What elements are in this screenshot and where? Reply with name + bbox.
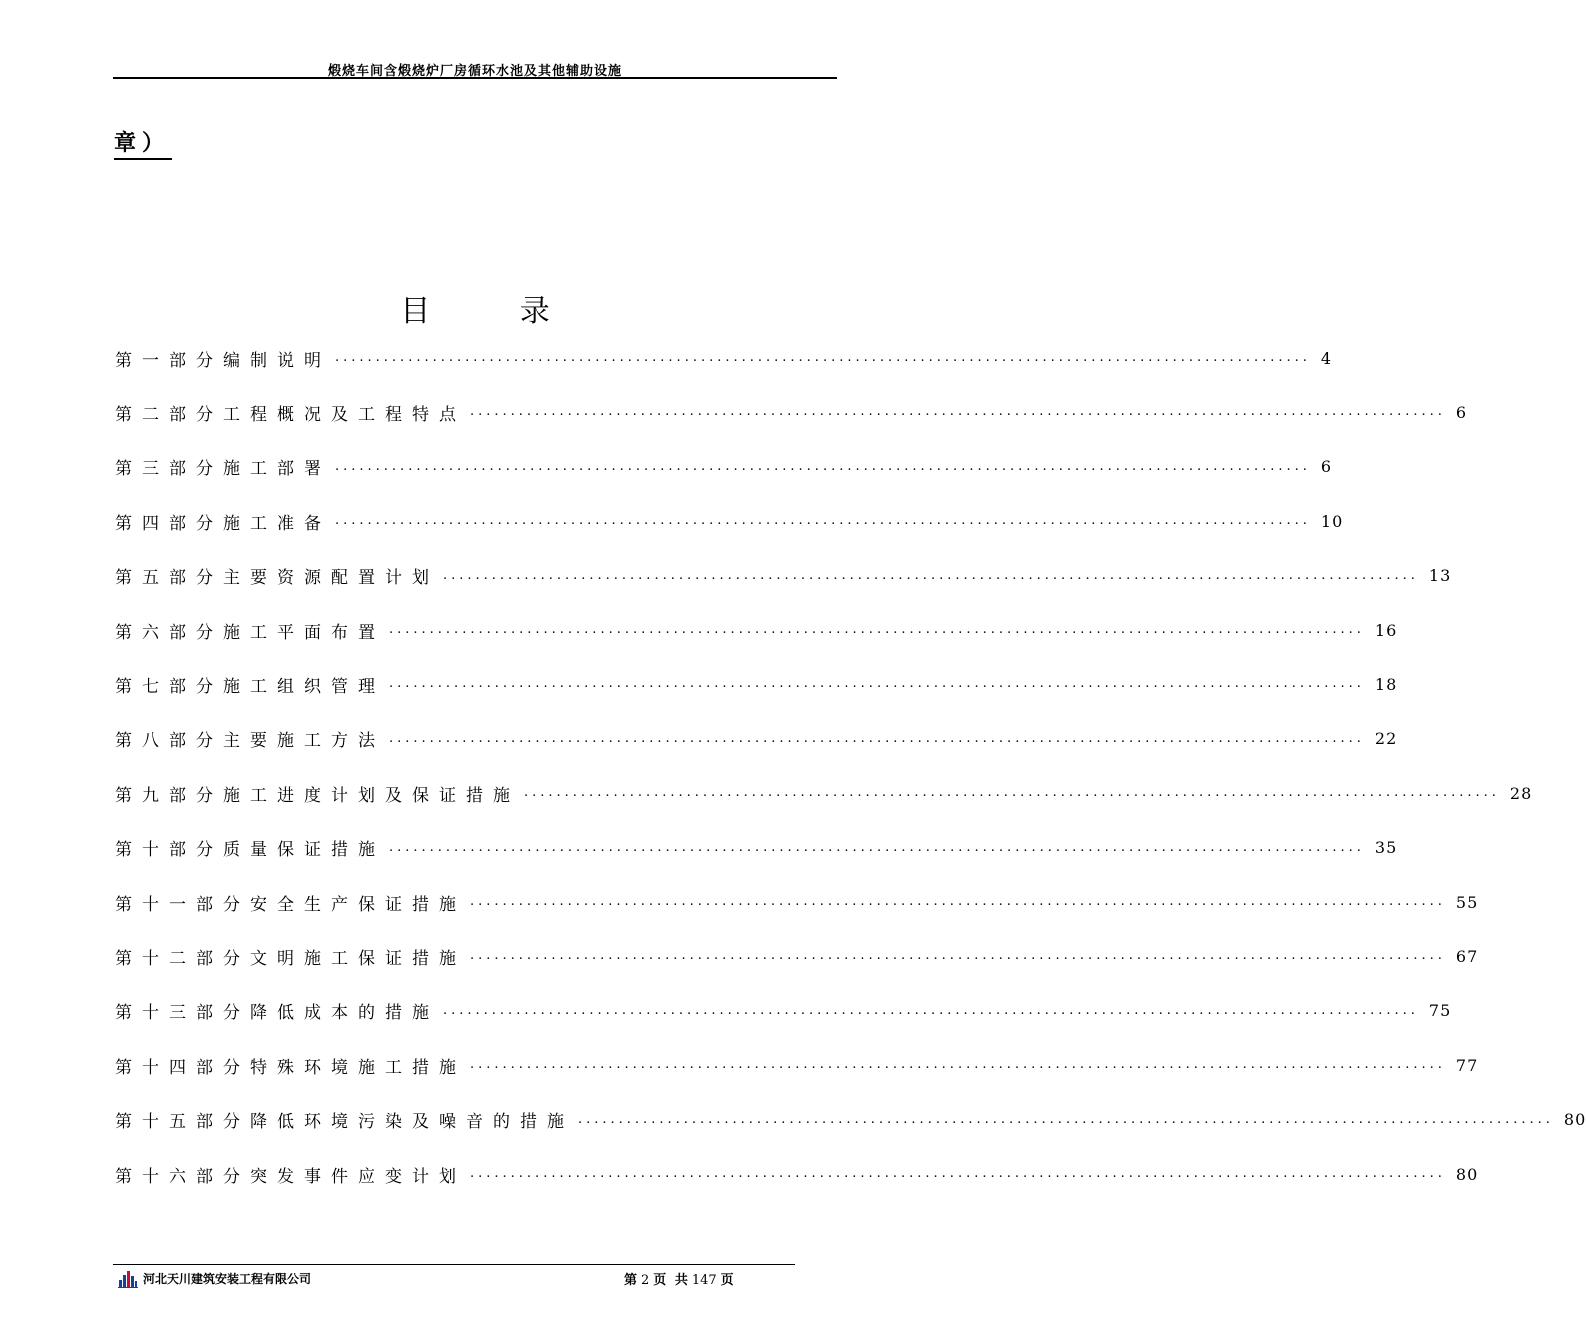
toc-entry-label: 主要施工方法: [223, 731, 385, 752]
toc-entry-label: 施工平面布置: [223, 622, 385, 643]
toc-entry[interactable]: [115, 724, 1398, 754]
toc-entry-label: 降低成本的措施: [250, 1003, 439, 1024]
toc-leader-dots: ........................................................................................................................: [470, 1166, 1446, 1181]
toc-entry-page: 6: [1320, 457, 1333, 477]
toc-entry[interactable]: [115, 833, 1398, 863]
toc-entry[interactable]: [115, 343, 1333, 373]
toc-entry-label: 施工组织管理: [223, 676, 385, 697]
toc-entry-page: 77: [1455, 1055, 1479, 1075]
header-title: 煅烧车间含煅烧炉厂房循环水池及其他辅助设施: [327, 64, 622, 79]
toc-entry-part: 第一部分: [115, 350, 223, 371]
toc-entry[interactable]: [115, 996, 1452, 1026]
toc-entry-label: 安全生产保证措施: [250, 894, 466, 915]
toc-entry[interactable]: [115, 1050, 1479, 1080]
toc-entry-label: 施工部署: [223, 459, 331, 480]
toc-entry-label: 施工进度计划及保证措施: [223, 785, 520, 806]
toc-leader-dots: ........................................................................................................................: [335, 513, 1311, 529]
toc-entry-page: 16: [1374, 620, 1398, 640]
toc-entry-page: 6: [1455, 402, 1468, 422]
toc-leader-dots: ........................................................................................................................: [389, 730, 1365, 746]
toc-entry[interactable]: [115, 506, 1344, 536]
toc-entry-label: 文明施工保证措施: [250, 948, 466, 969]
footer-page-info: [624, 1269, 738, 1288]
toc-entry[interactable]: [115, 1159, 1479, 1189]
toc-entry-page: 80: [1455, 1164, 1479, 1184]
toc-entry-part: 第六部分: [115, 622, 223, 643]
toc-entry-part: 第十二部分: [115, 948, 250, 969]
toc-entry-page: 35: [1374, 838, 1398, 858]
continuation-text: 章）: [114, 126, 172, 160]
toc-entry[interactable]: [115, 887, 1479, 917]
toc-entry[interactable]: [115, 452, 1333, 482]
footer-current-page: 2: [641, 1273, 650, 1288]
toc-entry-part: 第四部分: [115, 513, 223, 534]
toc-entry-label: 施工准备: [223, 513, 331, 534]
toc-entry-part: 第十部分: [115, 840, 223, 861]
toc-leader-dots: ........................................................................................................................: [470, 894, 1446, 909]
toc-entry-part: 第五部分: [115, 568, 223, 589]
toc-leader-dots: ........................................................................................................................: [578, 1111, 1554, 1127]
toc-entry-part: 第十三部分: [115, 1003, 250, 1024]
toc-entry-part: 第三部分: [115, 459, 223, 480]
toc-leader-dots: ........................................................................................................................: [470, 1057, 1446, 1073]
toc-entry-label: 降低环境污染及噪音的措施: [250, 1112, 574, 1133]
header-rule: [113, 77, 837, 79]
toc-entry-label: 编制说明: [223, 350, 331, 371]
toc-title: 目 录: [400, 294, 590, 329]
toc-entry-page: 13: [1428, 566, 1452, 586]
toc-entry-label: 工程概况及工程特点: [223, 404, 466, 425]
toc-entry-page: 18: [1374, 674, 1398, 694]
toc-entry[interactable]: [115, 561, 1452, 591]
toc-entry-page: 55: [1455, 892, 1479, 912]
toc-entry-page: 10: [1320, 511, 1344, 531]
footer-total-pages: 147: [691, 1273, 717, 1288]
toc-entry[interactable]: [115, 669, 1398, 699]
toc-leader-dots: ........................................................................................................................: [470, 404, 1446, 420]
toc-entry-page: 22: [1374, 729, 1398, 749]
toc-entry-label: 质量保证措施: [223, 840, 385, 861]
footer-page-suffix: 页: [720, 1273, 734, 1288]
toc-entry-label: 突发事件应变计划: [250, 1166, 466, 1187]
toc-entry[interactable]: [115, 397, 1468, 427]
toc-entry-page: 75: [1428, 1001, 1452, 1021]
toc-leader-dots: ........................................................................................................................: [335, 350, 1311, 365]
toc-entry-page: 80: [1563, 1110, 1586, 1130]
footer-rule: [113, 1264, 795, 1265]
toc-entry-part: 第二部分: [115, 404, 223, 425]
toc-entry-part: 第十六部分: [115, 1166, 250, 1187]
toc-entry[interactable]: [115, 941, 1479, 971]
toc-entry[interactable]: [115, 615, 1398, 645]
footer-company-name: 河北天川建筑安装工程有限公司: [143, 1272, 312, 1286]
company-logo-icon: [118, 1268, 138, 1288]
toc-leader-dots: ........................................................................................................................: [389, 622, 1365, 637]
toc-leader-dots: ........................................................................................................................: [524, 785, 1500, 801]
toc-leader-dots: ........................................................................................................................: [389, 676, 1365, 692]
toc-entry-page: 67: [1455, 946, 1479, 966]
toc-entry-page: 4: [1320, 348, 1333, 368]
toc-entry-label: 特殊环境施工措施: [250, 1057, 466, 1078]
toc-entry-part: 第十五部分: [115, 1112, 250, 1133]
toc-entry-page: 28: [1509, 783, 1533, 803]
toc-entry-part: 第七部分: [115, 676, 223, 697]
toc-entry-part: 第八部分: [115, 731, 223, 752]
toc-entry-part: 第十一部分: [115, 894, 250, 915]
toc-leader-dots: ........................................................................................................................: [443, 1002, 1419, 1018]
toc-leader-dots: ........................................................................................................................: [335, 458, 1311, 474]
toc-entry-part: 第十四部分: [115, 1057, 250, 1078]
footer-page-prefix: 第: [624, 1273, 638, 1288]
toc-leader-dots: ........................................................................................................................: [443, 567, 1419, 583]
toc-leader-dots: ........................................................................................................................: [470, 948, 1446, 964]
toc-leader-dots: ........................................................................................................................: [389, 839, 1365, 855]
toc-entry[interactable]: [115, 778, 1533, 808]
toc-entry[interactable]: [115, 1105, 1586, 1135]
toc-entry-label: 主要资源配置计划: [223, 568, 439, 589]
toc-entry-part: 第九部分: [115, 785, 223, 806]
footer-page-mid: 页 共: [653, 1273, 688, 1288]
